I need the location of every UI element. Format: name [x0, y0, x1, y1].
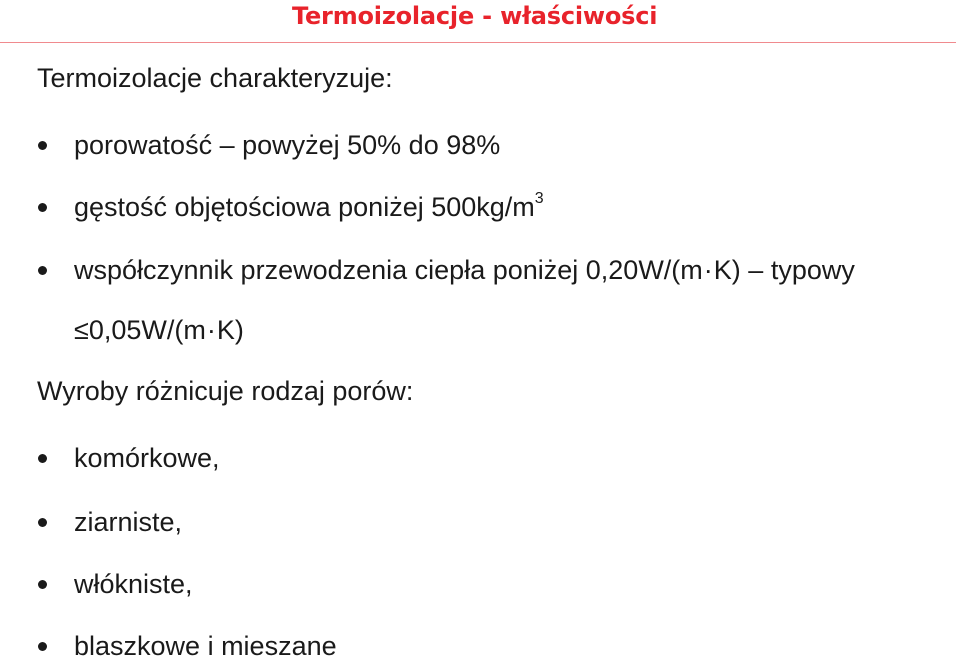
property-density	[74, 191, 544, 223]
pores-heading: Wyroby różnicuje rodzaj porów:	[37, 376, 414, 406]
property-porosity: porowatość – powyżej 50% do 98%	[74, 130, 501, 160]
bullet-marker	[38, 518, 47, 527]
conductivity-cont-a: ≤0,05W/(m	[74, 315, 206, 345]
conductivity-cont-dot: ·	[206, 315, 216, 345]
pore-type-item: komórkowe,	[74, 443, 220, 473]
property-conductivity	[74, 254, 855, 286]
conductivity-text-a: współczynnik przewodzenia ciepła poniżej 0,20W/(m	[74, 255, 703, 285]
bullet-marker	[38, 141, 47, 150]
pore-type-item: ziarniste,	[74, 507, 183, 537]
property-conductivity-continued	[74, 314, 244, 346]
property-density-text: gęstość objętościowa poniżej 500kg/m	[74, 192, 535, 222]
pore-type-item: włókniste,	[74, 569, 193, 599]
bullet-marker	[38, 266, 47, 275]
title-divider	[0, 42, 956, 43]
intro-heading: Termoizolacje charakteryzuje:	[37, 63, 393, 93]
conductivity-dot: ·	[703, 255, 713, 285]
bullet-marker	[38, 580, 47, 589]
slide-title: Termoizolacje - właściwości	[292, 2, 658, 30]
conductivity-text-b: K) – typowy	[713, 255, 855, 285]
pore-type-item: blaszkowe i mieszane	[74, 631, 337, 661]
bullet-marker	[38, 454, 47, 463]
bullet-marker	[38, 642, 47, 651]
property-density-exponent: 3	[534, 190, 544, 207]
bullet-marker	[38, 203, 47, 212]
conductivity-cont-b: K)	[216, 315, 244, 345]
